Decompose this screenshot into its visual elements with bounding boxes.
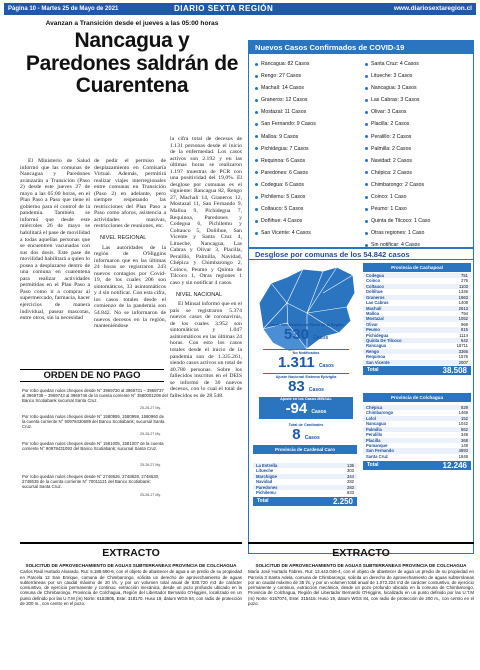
article-paragraph: El Ministerio de Salud informó que las comunas de Nancagua y Paredones avanzarán a Transición (Paso 2) desde este jueves 27 de mayo a las 05:00 horas, en el Plan Paso a Paso que tiene el gobierno para el control de la pandemia. También se informó que desde este miércoles 26 de mayo se habilitará el pase de movilidad a todas aquellas personas que se encuentren vacunadas con sus dos dosis. Este pase de movilidad habilitará a quien lo posea a desplazarse dentro de una comuna en cuarentena para realizar actividades permitidas en el Plan Paso a Paso como ir a comprar al supermercado, farmacia, hacer ejercicios de manera individual, pasear mascotas, entre otros, sin la necesidad [20,158,90,322]
stat-cardinales: Total de Cardinales 8 Casos [288,423,324,443]
commune-name: Placilla [366,437,381,443]
case-count: 1576 [458,354,468,360]
extracto-title: EXTRACTO [332,547,390,559]
commune-name: Pichidegua [366,332,389,338]
regional-breakdown-box [248,248,474,554]
case-count: 348 [461,432,468,438]
article-paragraph: El Minsal informó que en el país se registraron 5.374 nuevos casos de coronavirus, de los cuales 3.952 son sintomáticos y 1.047 asintomáticos en las últimas 24 horas. Con esto los casos totales desde el inicio de la pandemia son de 1.335.261, siendo casos activos un total de 40.780 personas. Sobre los fallecidos inscritos en el DEIS se informó de 30 nuevos decesos, con lo cual el total de fallecidos es de 28.548. [170,301,242,399]
commune-name: Santa Cruz [366,453,388,459]
commune-name: Chépica [366,405,383,410]
covid-list-right [363,58,430,252]
extracto-text: María José Hurtado Fabres, Rut: 13.442.046-4, con el objeto de abastecer de agua un predio de su propiedad en Parcela 3 Santa Adela, comuna de Chimbarongo, solicita un derecho de aprovechamiento de aguas subterráneas por un caudal máximo de 35 l/s, y por un volumen total anual de 1.072.224 m3 de carácter consuntivo, de ejercicio permanente y continuo, extracción mecánica, desde un pozo profundo ubicado en la comuna de Chimbarongo, Provincia de Colchagua, Región del Libertador Bernardo O'Higgins, localizado en un punto definido por las U.T.M (m) Norte: 6157074, Este: 315416. Huso 19, datum WGS 84, con radio de protección de 200 m., con centro en el pozo. [248,569,474,606]
covid-list-item: Paredones: 6 Casos [253,167,316,179]
covid-list-item: Nancagua: 3 Casos [363,82,430,94]
commune-name: Coltauco [366,283,384,289]
article-column-1 [20,158,90,322]
stat-minsal-adjustment: Ajuste en los Casos MINSAL -94 Casos [259,397,353,419]
article-column-2 [94,158,166,330]
orden-item: Por robo quedan nulos cheques desde N° 1581005, 1581007 de la cuenta corriente N° 90978431092 del Banco Scotiabank; sucursal Santa Cruz. [22,441,164,452]
commune-name: Paredones [256,484,278,490]
commune-name: Coinco [366,278,381,284]
extracto-subtitle: SOLICITUD DE APROVECHAMIENTO DE AGUAS SUBTERRANEAS PROVINCIA DE COLCHAGUA [255,563,467,568]
article-paragraph: Las autoridades de la región de O'Higgins informaron que en las últimas 24 horas se registraron 243 nuevos contagios por Covid-19, de los cuales 206 son sintomáticos, 33 asintomáticos y 4 sin notificar. Con esta cifra, los casos totales desde el comienzo de la pandemia son 54.842. No se informaron de nuevos decesos en la región, manteniéndose [94,244,166,330]
commune-name: Nancagua [366,421,387,427]
case-count: 344 [347,473,354,479]
extracto-notice-1 [20,542,242,606]
covid-list-item: Codegua: 6 Casos [253,179,316,191]
case-count: 1963 [458,294,468,300]
commune-name: Graneros [366,294,385,300]
case-count: 4893 [458,448,468,454]
commune-name: Pichilemu [256,490,276,496]
commune-name: Codegua [366,273,384,278]
case-count: 815 [461,327,468,333]
table-row [253,490,357,495]
section-heading-national: NIVEL NACIONAL [176,291,223,298]
covid-list-item: Malloa: 9 Casos [253,131,316,143]
commune-name: San Fernando [366,448,394,454]
case-count: 276 [461,278,468,284]
divider [263,349,349,350]
case-count: 3366 [458,348,468,354]
orden-no-pago-title: ORDEN DE NO PAGO [20,369,164,382]
covid-list-item: Pichidegua: 7 Casos [253,143,316,155]
extracto-title: EXTRACTO [102,547,160,559]
case-count: 1848 [458,453,468,459]
table-row [363,360,471,365]
case-count: 751 [461,273,468,278]
case-count: 136 [347,463,354,468]
orden-item: Por robo quedan nulos cheques desde N° 1580955, 1580959, 1580960 de la cuenta corriente N° 90978430689 del Banco Scotiabank; sucursal Santa Cruz. [22,414,165,430]
section-heading-regional: NIVEL REGIONAL [100,235,147,242]
commune-name: Olivar [366,321,378,327]
covid-list-item: Machalí: 14 Casos [253,82,316,94]
covid-list-item: Peralillo: 2 Casos [363,131,430,143]
case-count: 2613 [458,305,468,311]
case-count: 283 [347,484,354,490]
article-title: Nancagua y Paredones saldrán de Cuarentena [25,29,239,97]
covid-list-item: Doñihue: 4 Casos [253,215,316,227]
case-count: 303 [347,468,354,474]
case-count: 18711 [456,343,468,349]
orden-date: 25-26-27 My. [140,493,161,497]
covid-list-item: Requinoa: 6 Casos [253,155,316,167]
covid-list-item: Coinco: 1 Caso [363,191,430,203]
case-count: 829 [461,405,468,410]
cachapoal-header: Provincia de Cachapoal [363,263,471,272]
commune-name: Doñihue [366,289,383,295]
extracto-notice-2 [248,542,474,606]
commune-name: Malloa [366,310,380,316]
covid-list-item: Sin notificar: 4 Casos [363,239,430,251]
covid-list-item: Santa Cruz: 4 Casos [363,58,430,70]
covid-list-item: Chépica: 2 Casos [363,167,430,179]
covid-list-item: San Fernando: 9 Casos [253,118,316,130]
case-count: 1114 [459,332,468,338]
table-row [363,454,471,459]
case-count: 368 [461,437,468,443]
extracto-text: Carlos Raúl Hurtado Alvarado, Rut: 5.189.690-6, con el objeto de abastecer de agua a un predio de su propiedad en Parcela 12 San Enrique, comuna de Chimbarongo, solicita un derecho de aprovechamiento de aguas subterráneas por un caudal máximo de 20 l/s, y por un volumen total anual de 630.720 m3 de carácter consuntivo, de ejercicio permanente y continuo, extracción mecánica, desde un pozo profundo ubicado en la comuna de Chimbarongo, Provincia de Colchagua, Región del Libertador Bernardo O'Higgins, localizado en un punto definido por las U.T.M (m) Norte: 6153805, Este: 318170. Huso 19, datum WGS 84, con radio de protección de 200 m., con centro en el pozo. [20,569,242,606]
commune-name: Lolol [366,415,377,421]
case-count: 833 [347,490,354,496]
covid-list-item: Pichilemu: 5 Casos [253,191,316,203]
cardenal-caro-total: Total 2.250 [253,497,357,506]
covid-list-item: Litueche: 3 Casos [363,70,430,82]
commune-name: Palmilla [366,426,382,432]
colchagua-total: Total 12.246 [363,461,471,470]
extracto-subtitle: SOLICITUD DE APROVECHAMIENTO DE AGUAS SUBTERRANEAS PROVINCIA DE COLCHAGUA [25,563,237,568]
covid-list-item: San Vicente: 4 Casos [253,227,316,239]
orden-date: 25-26-27 My. [140,463,161,467]
cardenal-caro-header: Provincia de Cardenal Caro [253,445,357,454]
stat-not-notified: No Notificados 1.311 Casos [278,351,334,371]
case-count: 149 [461,442,468,448]
commune-name: Navidad [256,479,273,485]
commune-name: Peumo [366,327,380,333]
orden-date: 25-26-27 My. [140,432,161,436]
covid-list-item: Graneros: 12 Casos [253,94,316,106]
orden-item: Por robo quedan nulos cheques desde N° 2748626, 2748628, 2748630, 2748635 de la cuenta corriente N° 70011121 del Banco Scotiabank; sucursal Santa Cruz. [22,474,160,490]
orden-date: 25-26-27 My. [140,406,161,410]
newspaper-name: DIARIO SEXTA REGIÓN [174,4,274,13]
commune-name: Mostazal [366,316,384,322]
commune-name: Marchigüe [256,473,277,479]
covid-list-item: Navidad: 2 Casos [363,155,430,167]
covid-list-item: Mostazal: 11 Casos [253,106,316,118]
page-date: Página 10 - Martes 25 de Mayo de 2021 [8,6,119,12]
commune-name: San Vicente [366,359,390,365]
case-count: 1042 [458,421,468,427]
case-count: 662 [461,426,468,432]
covid-list-item: Rengo: 27 Casos [253,70,316,82]
case-count: 152 [461,415,468,421]
stat-outside-region: Casos con Residencia Fuera de la Región 530 Casos [268,323,344,343]
commune-name: Machalí [366,305,382,311]
article-column-3 [170,136,242,399]
case-count: 2007 [458,359,468,365]
covid-new-cases-box [248,40,474,248]
cachapoal-table [363,273,471,365]
commune-name: Quinta De Tilcoco [366,338,402,344]
website-link[interactable]: www.diariosextaregion.cl [393,5,472,12]
covid-list-item: Palmilla: 2 Casos [363,143,430,155]
article-paragraph: la cifra total de decesos de 1.131 personas desde el inicio de la enfermedad. Los casos activos son 2.192 y en las últimas horas se realizaron 1.197 muestras de PCR con una positividad del 19,0%. El desglose por comunas es el siguiente: Rancagua 82, Rengo 27, Machalí 14, Graneros 12, Mostazal 11, San Fernando 9, Malloa 9, Pichidegua 7, Requinoa, Paredones y Codegua 6, Pichilemu y Coltauco 5, Doñihue, San Vicente y Santa Cruz 4, Litueche, Nancagua, Las Cabras y Olivar 3, Placilla, Peralillo, Palmilla, Navidad, Chépica y Chimbarongo 2, Coinco, Peumo y Quinta de Tilcoco 1, Otras regiones 1 caso y sin notificar 4 casos. [170,136,242,287]
covid-list-item: Las Cabras: 3 Casos [363,94,430,106]
covid-list-item: Peumo: 1 Caso [363,203,430,215]
commune-name: Litueche [256,468,274,474]
covid-box-title: Nuevos Casos Confirmados de COVID-19 [249,41,473,54]
covid-list-item: Otras regiones: 1 Caso [363,227,430,239]
commune-name: Peralillo [366,432,383,438]
divider [263,373,349,374]
case-count: 1408 [458,300,468,306]
case-count: 1052 [458,316,468,322]
page-header [4,3,476,15]
covid-list-item: Placilla: 2 Casos [363,118,430,130]
cardenal-caro-table [253,463,357,496]
covid-list-item: Quinta de Tilcoco: 1 Caso [363,215,430,227]
article-paragraph: de pedir el permiso de desplazamiento en Comisaría Virtual. Además, permitirá realizar viajes interregionales entre comunas en Transición (Paso 2) en adelante, pero siempre respetando las restricciones del Plan Paso a Paso como aforos, asistencia a actividades masivas, restricciones de reuniones, etc. [94,158,166,230]
commune-name: Requinoa [366,354,386,360]
stat-national-adjustment: Ajuste Nacional Sistema Epivigila 83 Casos [275,375,337,395]
colchagua-header: Provincia de Colchagua [363,393,471,402]
covid-list-item: Chimbarongo: 2 Casos [363,179,430,191]
commune-name: Rengo [366,348,380,354]
cachapoal-total: Total 38.508 [363,366,471,375]
article-kicker: Avanzan a Transición desde el jueves a las 05:00 horas [45,20,219,27]
regional-box-title: Desglose por comunas de los 54.842 casos [249,249,473,260]
covid-list-left [253,58,316,239]
case-count: 968 [461,321,468,327]
colchagua-table [363,405,471,459]
commune-name: Pumanque [366,442,388,448]
orden-item: Por robo quedan nulos cheques desde N° 3969730 al 3969731 – 3969737 al 3969738 – 3969743 al 3969746 de la cuenta corriente N° 3580001208 del Banco Scotiabank sucursal Santa Cruz. [22,388,168,404]
case-count: 1346 [458,289,468,295]
case-count: 1103 [458,283,468,289]
covid-list-item: Rancagua: 82 Casos [253,58,316,70]
covid-list-item: Coltauco: 5 Casos [253,203,316,215]
commune-name: La Estrella [256,463,278,468]
commune-name: Chimbarongo [366,410,394,416]
case-count: 282 [347,479,354,485]
covid-list-item: Olivar: 3 Casos [363,106,430,118]
case-count: 1469 [458,410,468,416]
commune-name: Las Cabras [366,300,389,306]
case-count: 642 [461,338,468,344]
case-count: 794 [461,310,468,316]
commune-name: Rancagua [366,343,387,349]
